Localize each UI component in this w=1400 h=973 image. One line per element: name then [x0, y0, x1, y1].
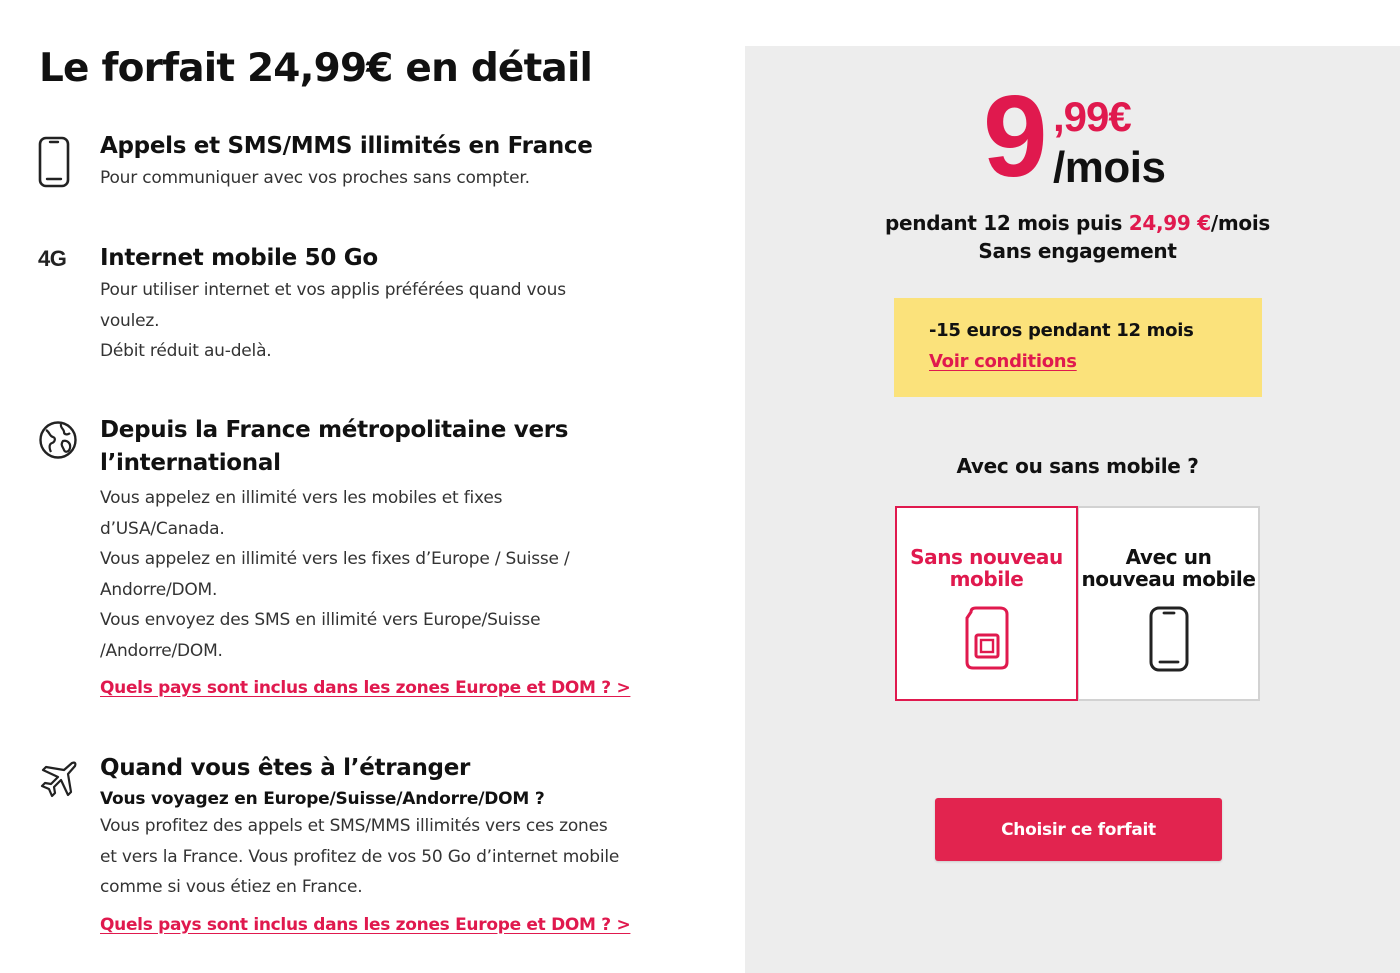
- price-duration: [745, 209, 1400, 237]
- feature-description-line: /Andorre/DOM.: [100, 640, 223, 661]
- promo-text: -15 euros pendant 12 mois: [929, 320, 1194, 341]
- feature-description-line: Pour utiliser internet et vos applis préférées quand vous: [100, 280, 566, 300]
- regular-price: 24,99 €: [1128, 211, 1211, 235]
- feature-description-line: Débit réduit au-delà.: [100, 341, 272, 361]
- feature-title: Quand vous êtes à l’étranger: [100, 755, 471, 781]
- price-period: /mois: [1053, 143, 1166, 192]
- mobile-choice-question: Avec ou sans mobile ?: [956, 454, 1199, 478]
- feature-description-line: et vers la France. Vous profitez de vos 50 Go d’internet mobile: [100, 846, 620, 867]
- feature-description-line: d’USA/Canada.: [100, 518, 225, 539]
- price-details: [745, 209, 1400, 265]
- feature-description-line: comme si vous étiez en France.: [100, 877, 363, 897]
- airplane-icon: [37, 759, 79, 805]
- duration-prefix: pendant 12 mois puis: [885, 211, 1129, 235]
- option-label-line: nouveau mobile: [1081, 567, 1256, 591]
- option-label-line: mobile: [949, 567, 1024, 591]
- option-with-new-mobile[interactable]: [1077, 506, 1260, 701]
- page-title: Le forfait 24,99€ en détail: [39, 46, 593, 91]
- price: [983, 71, 1183, 201]
- feature-subtitle: Vous voyagez en Europe/Suisse/Andorre/DOM ?: [100, 789, 545, 809]
- smartphone-icon: [36, 136, 72, 192]
- smartphone-icon: [1147, 606, 1191, 676]
- feature-description-line: voulez.: [100, 310, 160, 331]
- sim-card-icon: [963, 606, 1011, 674]
- globe-icon: [37, 419, 79, 465]
- price-decimals: ,99€: [1053, 93, 1131, 140]
- offer-panel: [745, 46, 1400, 973]
- feature-description-line: Vous profitez des appels et SMS/MMS illimités vers ces zones: [100, 816, 608, 836]
- mobile-choice-options: [895, 506, 1261, 701]
- feature-description-line: Vous appelez en illimité vers les mobiles et fixes: [100, 488, 503, 508]
- feature-description-line: Vous envoyez des SMS en illimité vers Europe/Suisse: [100, 610, 541, 630]
- feature-title: Internet mobile 50 Go: [100, 245, 378, 271]
- commitment-text: Sans engagement: [978, 239, 1177, 263]
- feature-title-line: Depuis la France métropolitaine vers: [100, 417, 569, 443]
- promo-banner: [894, 298, 1262, 397]
- feature-title: Appels et SMS/MMS illimités en France: [100, 133, 593, 159]
- choose-plan-button[interactable]: Choisir ce forfait: [935, 798, 1222, 861]
- duration-suffix: /mois: [1210, 211, 1270, 235]
- option-label: [897, 546, 1076, 590]
- feature-title-line: l’international: [100, 450, 281, 476]
- conditions-link[interactable]: Voir conditions: [929, 351, 1077, 372]
- 4g-icon: 4G: [38, 246, 67, 271]
- feature-description-line: Andorre/DOM.: [100, 579, 218, 600]
- feature-description: Pour communiquer avec vos proches sans compter.: [100, 168, 530, 188]
- zones-europe-dom-link[interactable]: Quels pays sont inclus dans les zones Europe et DOM ? >: [100, 914, 631, 935]
- feature-description-line: Vous appelez en illimité vers les fixes d’Europe / Suisse /: [100, 549, 570, 569]
- price-integer: 9: [983, 71, 1042, 201]
- option-label: [1079, 546, 1258, 590]
- option-label-line: Sans nouveau: [910, 545, 1063, 569]
- zones-europe-dom-link[interactable]: Quels pays sont inclus dans les zones Europe et DOM ? >: [100, 678, 631, 698]
- option-label-line: Avec un: [1125, 545, 1212, 569]
- option-without-mobile[interactable]: [895, 506, 1078, 701]
